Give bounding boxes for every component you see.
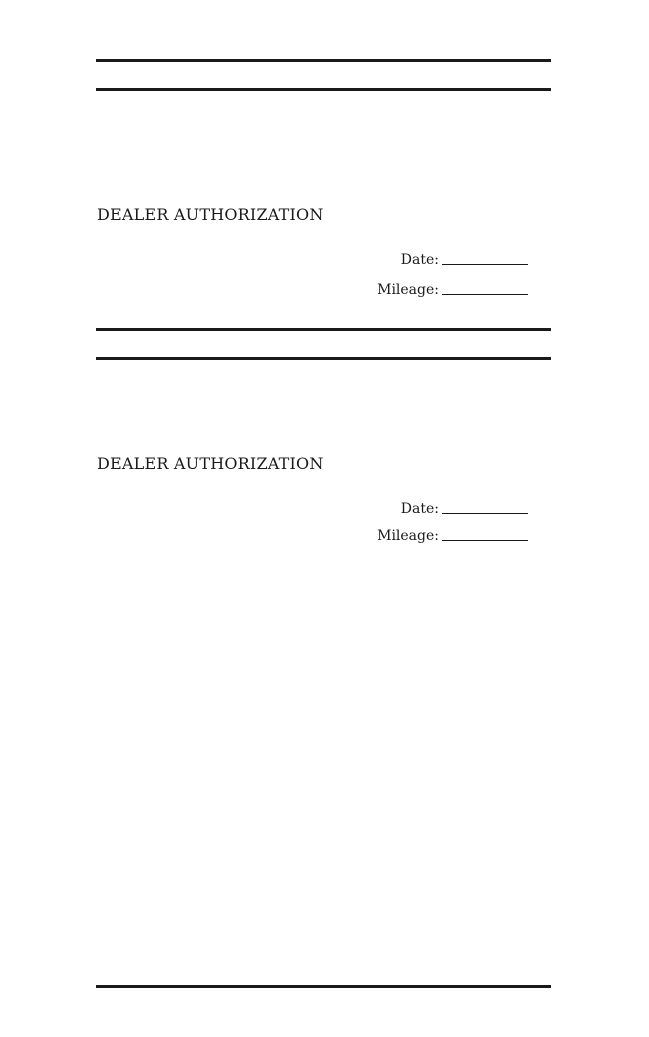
section-1-date-line[interactable] <box>442 264 528 265</box>
section-1-mileage-label: Mileage: <box>377 282 439 298</box>
section-2-mileage-label: Mileage: <box>377 528 439 544</box>
middle-rule-lower <box>96 357 551 360</box>
section-2-date-label: Date: <box>400 501 439 517</box>
section-1-mileage-field[interactable] <box>360 280 528 298</box>
section-1-heading: DEALER AUTHORIZATION <box>97 205 324 224</box>
section-2-mileage-line[interactable] <box>442 540 528 541</box>
section-2-date-field[interactable] <box>360 499 528 517</box>
section-1-date-field[interactable] <box>360 250 528 268</box>
section-2-mileage-field[interactable] <box>360 526 528 544</box>
section-1-mileage-line[interactable] <box>442 294 528 295</box>
bottom-rule <box>96 985 551 988</box>
top-rule-upper <box>96 59 551 62</box>
section-2-date-line[interactable] <box>442 513 528 514</box>
section-2-heading: DEALER AUTHORIZATION <box>97 454 324 473</box>
top-rule-lower <box>96 88 551 91</box>
middle-rule-upper <box>96 328 551 331</box>
section-1-date-label: Date: <box>400 252 439 268</box>
